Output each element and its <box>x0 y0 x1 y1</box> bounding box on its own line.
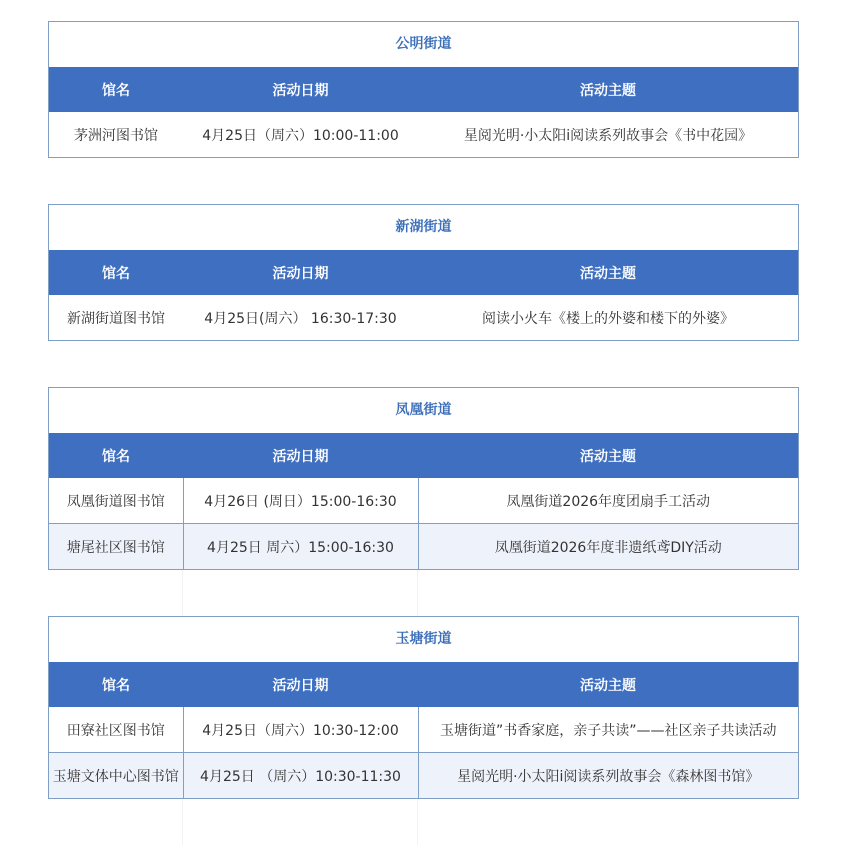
activity-date: 4月25日（周六）10:30-12:00 <box>183 707 418 753</box>
column-header-name: 馆名 <box>49 250 183 295</box>
activity-date: 4月25日 （周六）10:30-11:30 <box>183 753 418 799</box>
activity-theme: 玉塘街道”书香家庭，亲子共读”——社区亲子共读活动 <box>418 707 798 753</box>
table-row <box>49 112 798 158</box>
section-title: 新湖街道 <box>49 205 798 250</box>
table-row <box>49 295 798 341</box>
header-row <box>49 662 798 707</box>
section-fenghuang <box>48 387 799 570</box>
activity-date: 4月25日(周六） 16:30-17:30 <box>183 295 418 341</box>
activity-date: 4月26日 (周日）15:00-16:30 <box>183 478 418 524</box>
library-name: 茅洲河图书馆 <box>49 112 183 158</box>
column-header-date: 活动日期 <box>183 250 418 295</box>
column-header-name: 馆名 <box>49 433 183 478</box>
section-gap <box>48 158 799 204</box>
activity-date: 4月25日（周六）10:00-11:00 <box>183 112 418 158</box>
column-header-theme: 活动主题 <box>418 67 798 112</box>
schedule-page <box>48 21 799 845</box>
column-header-name: 馆名 <box>49 67 183 112</box>
activity-date: 4月25日 周六）15:00-16:30 <box>183 524 418 570</box>
column-header-date: 活动日期 <box>183 67 418 112</box>
section-gongming <box>48 21 799 158</box>
schedule-table <box>49 662 798 799</box>
table-row <box>49 707 798 753</box>
section-yutang <box>48 616 799 799</box>
table-row <box>49 524 798 570</box>
header-row <box>49 250 798 295</box>
library-name: 玉塘文体中心图书馆 <box>49 753 183 799</box>
column-header-theme: 活动主题 <box>418 250 798 295</box>
section-title: 玉塘街道 <box>49 617 798 662</box>
header-row <box>49 433 798 478</box>
schedule-table <box>49 433 798 570</box>
activity-theme: 星阅光明·小太阳i阅读系列故事会《书中花园》 <box>418 112 798 158</box>
library-name: 新湖街道图书馆 <box>49 295 183 341</box>
schedule-table <box>49 67 798 158</box>
activity-theme: 阅读小火车《楼上的外婆和楼下的外婆》 <box>418 295 798 341</box>
library-name: 塘尾社区图书馆 <box>49 524 183 570</box>
section-title: 凤凰街道 <box>49 388 798 433</box>
column-header-date: 活动日期 <box>183 662 418 707</box>
activity-theme: 凤凰街道2026年度非遗纸鸢DIY活动 <box>418 524 798 570</box>
section-title: 公明街道 <box>49 22 798 67</box>
header-row <box>49 67 798 112</box>
activity-theme: 星阅光明·小太阳i阅读系列故事会《森林图书馆》 <box>418 753 798 799</box>
table-row <box>49 478 798 524</box>
column-header-date: 活动日期 <box>183 433 418 478</box>
section-gap <box>48 799 799 845</box>
column-header-theme: 活动主题 <box>418 433 798 478</box>
schedule-table <box>49 250 798 341</box>
activity-theme: 凤凰街道2026年度团扇手工活动 <box>418 478 798 524</box>
section-gap <box>48 570 799 616</box>
section-xinhu <box>48 204 799 341</box>
library-name: 凤凰街道图书馆 <box>49 478 183 524</box>
column-header-theme: 活动主题 <box>418 662 798 707</box>
library-name: 田寮社区图书馆 <box>49 707 183 753</box>
section-gap <box>48 341 799 387</box>
table-row <box>49 753 798 799</box>
column-header-name: 馆名 <box>49 662 183 707</box>
